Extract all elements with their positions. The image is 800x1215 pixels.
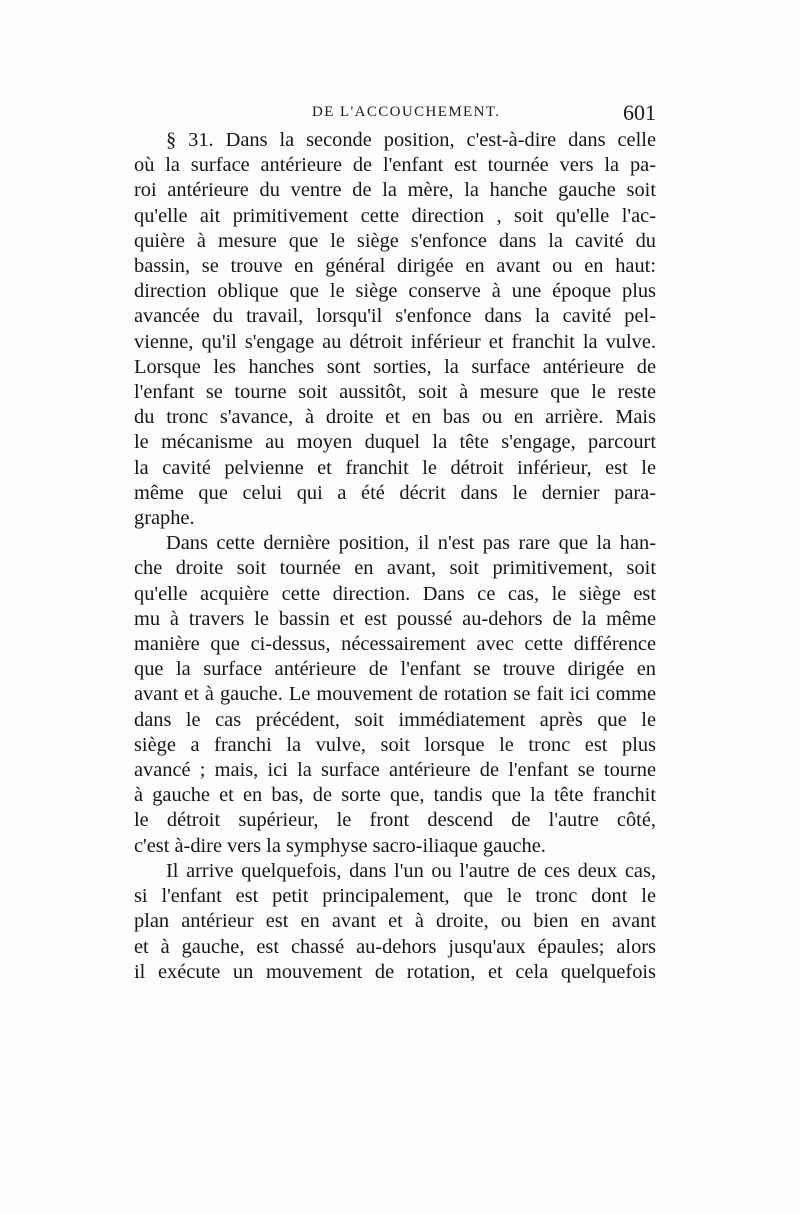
text-line: qu'elle ait primitivement cette direction , soit qu'elle l'ac- xyxy=(134,204,656,227)
text-line: la cavité pelvienne et franchit le détroit inférieur, est le xyxy=(134,456,656,479)
text-line: le détroit supérieur, le front descend de l'autre côté, xyxy=(134,809,656,832)
text-line: vienne, qu'il s'engage au détroit inférieur et franchit la vulve. xyxy=(134,330,656,353)
text-line: où la surface antérieure de l'enfant est tournée vers la pa- xyxy=(134,154,656,177)
text-line: avant et à gauche. Le mouvement de rotation se fait ici comme xyxy=(134,683,656,706)
text-line: roi antérieure du ventre de la mère, la hanche gauche soit xyxy=(134,179,656,202)
text-line: qu'elle acquière cette direction. Dans ce cas, le siège est xyxy=(134,582,656,605)
paragraph xyxy=(134,531,656,859)
text-line: mu à travers le bassin et est poussé au-dehors de la même xyxy=(134,607,656,630)
text-line: c'est à-dire vers la symphyse sacro-iliaque gauche. xyxy=(134,834,546,857)
text-line: même que celui qui a été décrit dans le dernier para- xyxy=(134,481,656,504)
text-line: § 31. Dans la seconde position, c'est-à-dire dans celle xyxy=(166,129,656,151)
text-line: direction oblique que le siège conserve à une époque plus xyxy=(134,280,656,303)
paragraph xyxy=(134,859,656,985)
text-line: et à gauche, est chassé au-dehors jusqu'aux épaules; alors xyxy=(134,935,656,958)
text-line: manière que ci-dessus, nécessairement avec cette différence xyxy=(134,633,656,656)
text-line: si l'enfant est petit principalement, que le tronc dont le xyxy=(134,885,656,908)
text-line: dans le cas précédent, soit immédiatement après que le xyxy=(134,708,656,731)
text-line: avancé ; mais, ici la surface antérieure de l'enfant se tourne xyxy=(134,759,656,782)
text-line: le mécanisme au moyen duquel la tête s'engage, parcourt xyxy=(134,431,656,454)
text-line: bassin, se trouve en général dirigée en avant ou en haut: xyxy=(134,255,656,278)
text-line: Lorsque les hanches sont sorties, la surface antérieure de xyxy=(134,355,656,378)
paragraph xyxy=(134,128,656,531)
text-line: que la surface antérieure de l'enfant se trouve dirigée en xyxy=(134,658,656,681)
text-line: il exécute un mouvement de rotation, et cela quelquefois xyxy=(134,960,656,983)
running-head: DE L'ACCOUCHEMENT. xyxy=(312,104,501,120)
text-line: graphe. xyxy=(134,507,195,530)
text-line: avancée du travail, lorsqu'il s'enfonce dans la cavité pel- xyxy=(134,305,656,328)
text-line: siège a franchi la vulve, soit lorsque le tronc est plus xyxy=(134,733,656,756)
text-line: à gauche et en bas, de sorte que, tandis que la tête franchit xyxy=(134,784,656,807)
text-line: du tronc s'avance, à droite et en bas ou en arrière. Mais xyxy=(134,406,656,429)
text-line: plan antérieur est en avant et à droite, ou bien en avant xyxy=(134,910,656,933)
body-text xyxy=(134,128,656,985)
text-line: l'enfant se tourne soit aussitôt, soit à mesure que le reste xyxy=(134,381,656,404)
page-number: 601 xyxy=(623,100,656,125)
text-line: che droite soit tournée en avant, soit primitivement, soit xyxy=(134,557,656,580)
page-header xyxy=(134,102,656,130)
text-line: Il arrive quelquefois, dans l'un ou l'autre de ces deux cas, xyxy=(166,859,656,882)
text-line: Dans cette dernière position, il n'est pas rare que la han- xyxy=(166,532,656,555)
text-line: quière à mesure que le siège s'enfonce dans la cavité du xyxy=(134,229,656,252)
